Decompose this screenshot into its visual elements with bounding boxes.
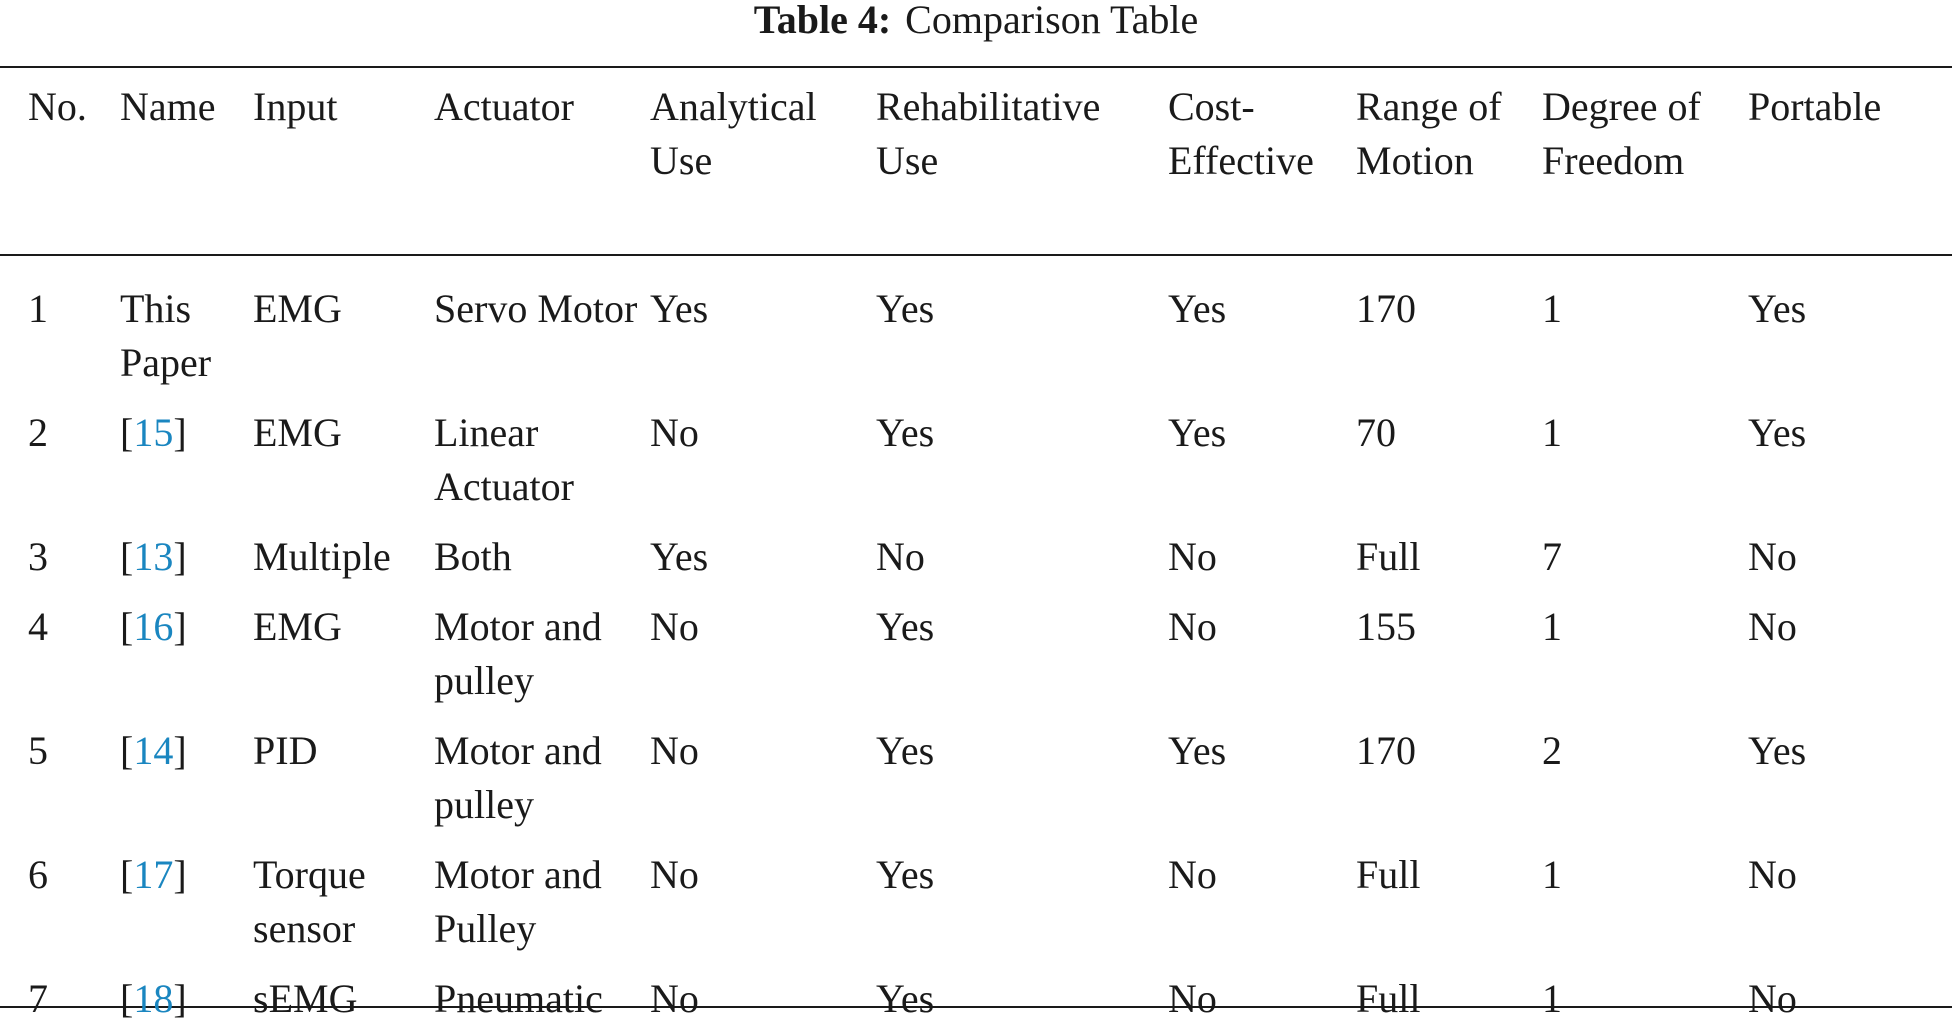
cell-input: PID	[253, 728, 318, 773]
cell-portable: No	[1748, 976, 1797, 1021]
cell-portable: Yes	[1748, 286, 1807, 331]
cell-range-of-motion: 170	[1356, 286, 1416, 331]
table-caption	[0, 0, 1952, 40]
cell-cost-effective: No	[1168, 604, 1217, 649]
cell-actuator: Both	[434, 534, 512, 579]
cell-rehabilitative-use: No	[876, 534, 925, 579]
cell-actuator: Pneumatic	[434, 976, 603, 1021]
cell-cost-effective: No	[1168, 534, 1217, 579]
reference-link[interactable]: 17	[133, 852, 174, 897]
cell-range-of-motion: 70	[1356, 410, 1396, 455]
cell-cost-effective: No	[1168, 976, 1217, 1021]
cell-degree-of-freedom: 2	[1542, 728, 1562, 773]
cell-range-of-motion: 170	[1356, 728, 1416, 773]
cell-degree-of-freedom: 7	[1542, 534, 1562, 579]
cell-name: [18]	[120, 976, 187, 1021]
cell-range-of-motion: Full	[1356, 852, 1421, 897]
cell-name: [16]	[120, 604, 187, 649]
cell-range-of-motion: Full	[1356, 976, 1421, 1021]
cell-actuator: Linear Actuator	[434, 410, 574, 509]
cell-no: 2	[28, 410, 48, 455]
cell-rehabilitative-use: Yes	[876, 852, 935, 897]
cell-input: Multiple	[253, 534, 391, 579]
cell-range-of-motion: 155	[1356, 604, 1416, 649]
cell-portable: Yes	[1748, 410, 1807, 455]
table-row	[0, 390, 1952, 514]
cell-rehabilitative-use: Yes	[876, 604, 935, 649]
comparison-table	[0, 68, 1952, 1026]
cell-input: Torque sensor	[253, 852, 366, 951]
cell-no: 5	[28, 728, 48, 773]
table-row	[0, 708, 1952, 832]
table-header-row	[0, 68, 1952, 266]
cell-rehabilitative-use: Yes	[876, 728, 935, 773]
cell-name: [17]	[120, 852, 187, 897]
cell-actuator: Motor and pulley	[434, 604, 602, 703]
reference-link[interactable]: 14	[133, 728, 174, 773]
cell-analytical-use: No	[650, 604, 699, 649]
cell-name: [14]	[120, 728, 187, 773]
cell-no: 7	[28, 976, 48, 1021]
cell-input: sEMG	[253, 976, 358, 1021]
cell-no: 6	[28, 852, 48, 897]
cell-rehabilitative-use: Yes	[876, 410, 935, 455]
cell-portable: No	[1748, 534, 1797, 579]
cell-analytical-use: No	[650, 852, 699, 897]
cell-cost-effective: Yes	[1168, 728, 1227, 773]
cell-degree-of-freedom: 1	[1542, 410, 1562, 455]
cell-actuator: Motor and pulley	[434, 728, 602, 827]
cell-degree-of-freedom: 1	[1542, 852, 1562, 897]
cell-analytical-use: Yes	[650, 534, 709, 579]
table-row	[0, 514, 1952, 584]
table-caption-text: Comparison Table	[905, 0, 1199, 42]
header-cost-effective: Cost-Effective	[1168, 84, 1314, 183]
cell-analytical-use: No	[650, 728, 699, 773]
cell-cost-effective: Yes	[1168, 286, 1227, 331]
cell-no: 1	[28, 286, 48, 331]
cell-analytical-use: No	[650, 976, 699, 1021]
header-input: Input	[253, 84, 338, 129]
header-analytical-use: Analytical Use	[650, 84, 817, 183]
cell-input: EMG	[253, 604, 342, 649]
cell-actuator: Motor and Pulley	[434, 852, 602, 951]
cell-actuator: Servo Motor	[434, 286, 638, 331]
cell-degree-of-freedom: 1	[1542, 286, 1562, 331]
header-rehabilitative-use: Rehabilitative Use	[876, 84, 1101, 183]
header-degree-of-freedom: Degree of Freedom	[1542, 84, 1701, 183]
reference-link[interactable]: 18	[133, 976, 174, 1021]
cell-input: EMG	[253, 410, 342, 455]
cell-no: 4	[28, 604, 48, 649]
cell-portable: No	[1748, 604, 1797, 649]
cell-rehabilitative-use: Yes	[876, 286, 935, 331]
cell-range-of-motion: Full	[1356, 534, 1421, 579]
cell-portable: Yes	[1748, 728, 1807, 773]
cell-degree-of-freedom: 1	[1542, 604, 1562, 649]
reference-link[interactable]: 13	[133, 534, 174, 579]
cell-analytical-use: No	[650, 410, 699, 455]
cell-portable: No	[1748, 852, 1797, 897]
cell-input: EMG	[253, 286, 342, 331]
reference-link[interactable]: 15	[133, 410, 174, 455]
header-range-of-motion: Range of Motion	[1356, 84, 1502, 183]
cell-degree-of-freedom: 1	[1542, 976, 1562, 1021]
cell-no: 3	[28, 534, 48, 579]
table-row	[0, 956, 1952, 1026]
header-actuator: Actuator	[434, 84, 574, 129]
cell-name: [15]	[120, 410, 187, 455]
table-caption-label: Table 4:	[753, 0, 892, 42]
table-row	[0, 832, 1952, 956]
reference-link[interactable]: 16	[133, 604, 174, 649]
table-row	[0, 584, 1952, 708]
cell-analytical-use: Yes	[650, 286, 709, 331]
header-no: No.	[28, 84, 87, 129]
header-portable: Portable	[1748, 84, 1882, 129]
header-name: Name	[120, 84, 216, 129]
table-row	[0, 266, 1952, 390]
cell-name: [13]	[120, 534, 187, 579]
cell-cost-effective: Yes	[1168, 410, 1227, 455]
cell-rehabilitative-use: Yes	[876, 976, 935, 1021]
cell-cost-effective: No	[1168, 852, 1217, 897]
cell-name: This Paper	[120, 286, 212, 385]
